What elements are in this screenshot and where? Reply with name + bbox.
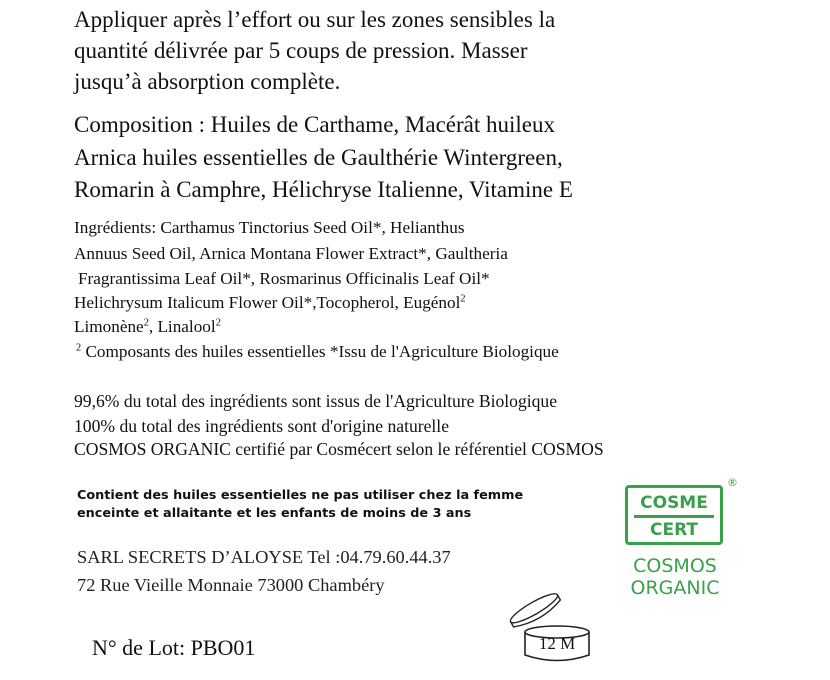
ingredients-line-4	[74, 292, 466, 314]
warning-line-2: enceinte et allaitante et les enfants de moins de 3 ans	[77, 506, 472, 521]
ingredients-line-1: Ingrédients: Carthamus Tinctorius Seed Oil*, Helianthus	[74, 218, 465, 237]
stats-line-1: 99,6% du total des ingrédients sont issus de l'Agriculture Biologique	[74, 391, 558, 411]
superscript-2: 2	[460, 293, 466, 305]
company-line-1: SARL SECRETS D’ALOYSE Tel :04.79.60.44.37	[77, 547, 451, 567]
open-jar-icon	[505, 580, 605, 670]
usage-line-1: Appliquer après l’effort ou sur les zones sensibles la	[74, 7, 556, 32]
organic-label: ORGANIC	[630, 577, 720, 599]
usage-line-2: quantité délivrée par 5 coups de pression. Masser	[74, 38, 528, 63]
ingredients-limonene: Limonène	[74, 317, 144, 336]
composition-line-2: Arnica huiles essentielles de Gaulthérie Wintergreen,	[74, 145, 563, 170]
composition-line-3: Romarin à Camphre, Hélichryse Italienne, Vitamine E	[74, 177, 573, 202]
ingredients-line-4-text: Helichrysum Italicum Flower Oil*,Tocopherol, Eugénol	[74, 293, 461, 312]
ingredients-line-3: Fragrantissima Leaf Oil*, Rosmarinus Officinalis Leaf Oil*	[78, 269, 490, 288]
stats-line-3: COSMOS ORGANIC certifié par Cosmécert selon le référentiel COSMOS	[74, 439, 604, 459]
pao-label: 12 M	[538, 634, 576, 653]
ingredients-line-2: Annuus Seed Oil, Arnica Montana Flower Extract*, Gaultheria	[74, 244, 508, 263]
stats-line-2: 100% du total des ingrédients sont d'origine naturelle	[74, 416, 450, 436]
composition-line-1: Composition : Huiles de Carthame, Macérât huileux	[74, 112, 555, 137]
cosmos-label: COSMOS	[633, 555, 717, 577]
logo-line-2: CERT	[634, 515, 714, 540]
cosmecert-logo	[625, 485, 723, 545]
superscript-2: 2	[76, 342, 82, 354]
lot-number: N° de Lot: PBO01	[92, 635, 256, 660]
company-line-2: 72 Rue Vieille Monnaie 73000 Chambéry	[77, 575, 385, 595]
jar-lid	[508, 590, 563, 632]
ingredients-linalool: , Linalool	[148, 317, 216, 336]
registered-mark: ®	[727, 476, 738, 489]
superscript-2: 2	[215, 317, 221, 329]
usage-line-3: jusqu’à absorption complète.	[74, 69, 341, 94]
superscript-2: 2	[143, 317, 149, 329]
footnote-text: Composants des huiles essentielles *Issu de l'Agriculture Biologique	[85, 342, 559, 361]
logo-line-1: COSME	[640, 493, 708, 513]
ingredients-footnote	[76, 341, 559, 363]
warning-line-1: Contient des huiles essentielles ne pas utiliser chez la femme	[77, 488, 524, 503]
ingredients-line-5	[74, 316, 221, 338]
